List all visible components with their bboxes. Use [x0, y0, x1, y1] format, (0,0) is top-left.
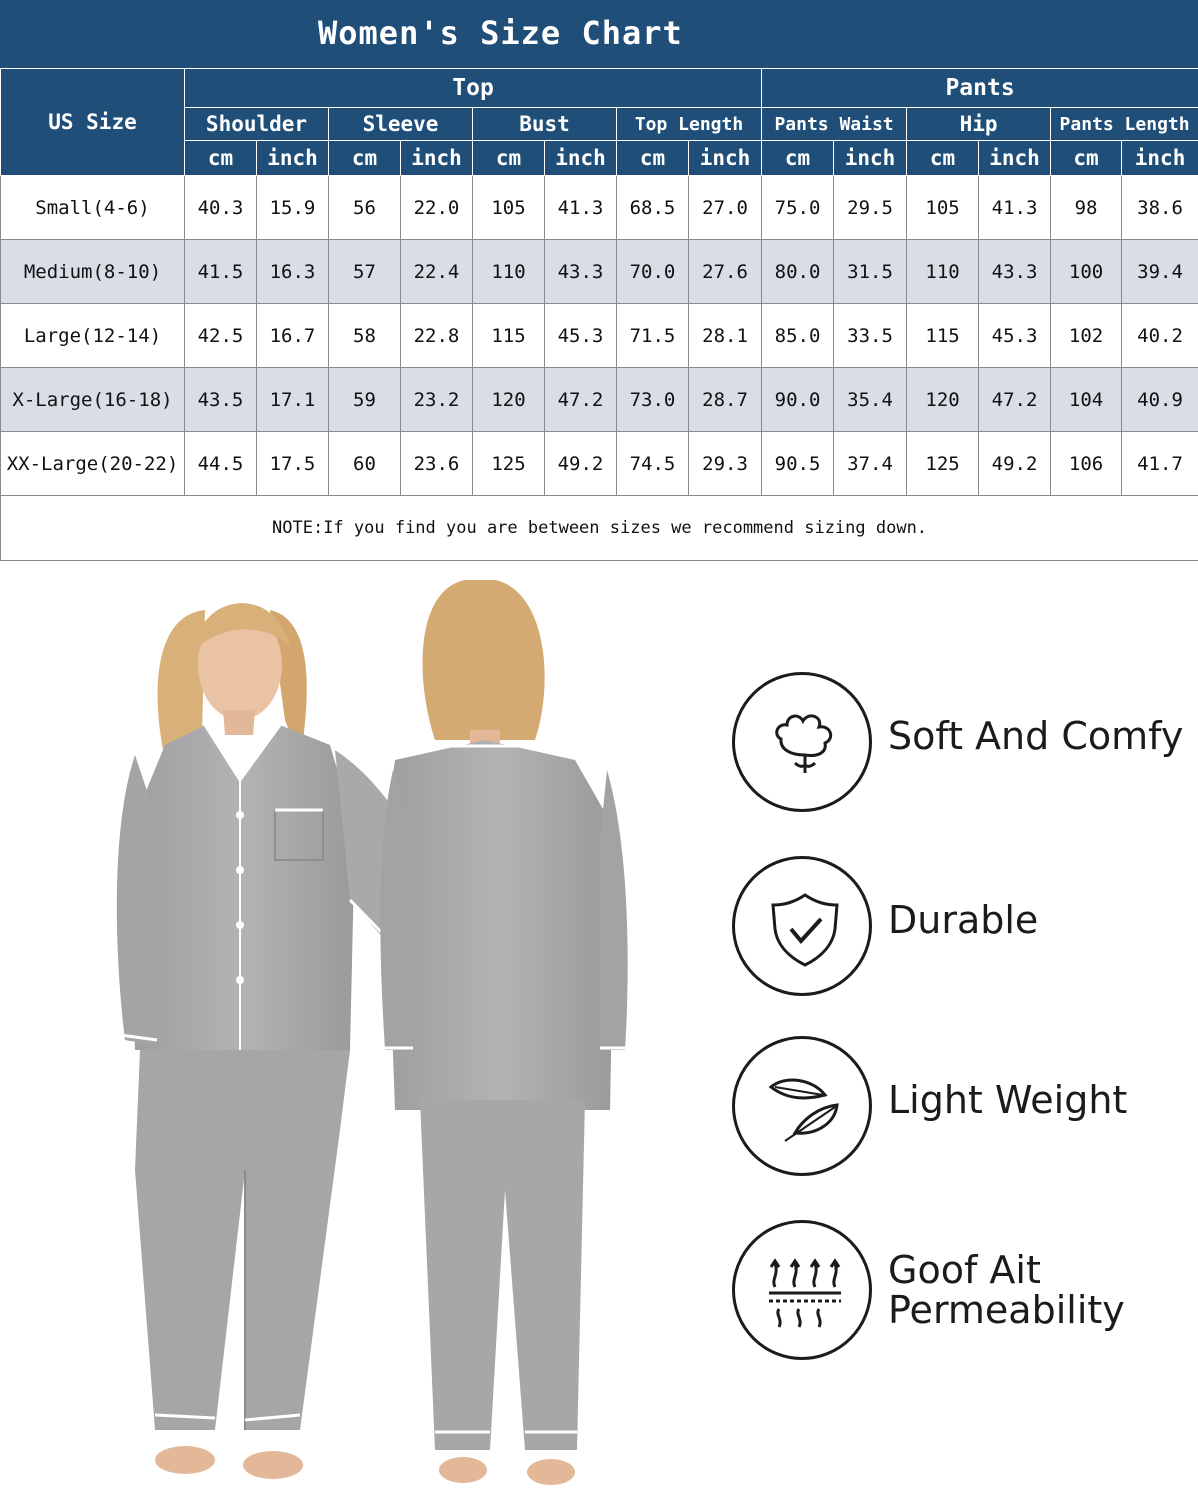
- measurement-cell: 115: [473, 304, 545, 368]
- measurement-cell: 28.7: [689, 368, 762, 432]
- measurement-cell: 17.5: [257, 432, 329, 496]
- measurement-cell: 60: [329, 432, 401, 496]
- size-label-cell: Small(4-6): [1, 176, 185, 240]
- unit-inch-header: inch: [257, 141, 329, 176]
- measurement-cell: 105: [473, 176, 545, 240]
- unit-cm-header: cm: [473, 141, 545, 176]
- measurement-cell: 90.5: [762, 432, 834, 496]
- bust-header: Bust: [473, 108, 617, 141]
- measurement-cell: 22.4: [401, 240, 473, 304]
- measurement-cell: 98: [1051, 176, 1122, 240]
- measurement-cell: 75.0: [762, 176, 834, 240]
- measurement-cell: 43.3: [979, 240, 1051, 304]
- sleeve-header: Sleeve: [329, 108, 473, 141]
- size-rows: [1, 176, 1198, 496]
- measurement-cell: 106: [1051, 432, 1122, 496]
- feature-list: [720, 660, 1198, 1380]
- measurement-cell: 47.2: [545, 368, 617, 432]
- unit-cm-header: cm: [907, 141, 979, 176]
- measurement-cell: 40.9: [1122, 368, 1198, 432]
- feature-lightweight: [720, 1036, 1198, 1186]
- measurement-cell: 71.5: [617, 304, 689, 368]
- measurement-cell: 23.6: [401, 432, 473, 496]
- table-row: [1, 432, 1198, 496]
- feature-durable: [720, 856, 1198, 1006]
- unit-inch-header: inch: [401, 141, 473, 176]
- measurement-cell: 29.5: [834, 176, 907, 240]
- measurement-cell: 45.3: [979, 304, 1051, 368]
- shoulder-header: Shoulder: [185, 108, 329, 141]
- back-model: [380, 580, 627, 1485]
- size-chart-table: [0, 68, 1198, 561]
- hip-header: Hip: [907, 108, 1051, 141]
- measurement-cell: 42.5: [185, 304, 257, 368]
- table-row: [1, 368, 1198, 432]
- size-label-cell: XX-Large(20-22): [1, 432, 185, 496]
- measurement-cell: 49.2: [545, 432, 617, 496]
- measurement-cell: 105: [907, 176, 979, 240]
- measurement-cell: 80.0: [762, 240, 834, 304]
- size-label-cell: Medium(8-10): [1, 240, 185, 304]
- measurement-cell: 58: [329, 304, 401, 368]
- measurement-cell: 27.6: [689, 240, 762, 304]
- feature-lightweight-label: Light Weight: [888, 1080, 1127, 1120]
- measurement-cell: 120: [907, 368, 979, 432]
- feather-icon: [732, 1036, 872, 1176]
- feature-soft: [720, 672, 1198, 822]
- airflow-icon: [732, 1220, 872, 1360]
- feature-permeability: [720, 1220, 1198, 1370]
- unit-inch-header: inch: [979, 141, 1051, 176]
- measurement-cell: 41.3: [979, 176, 1051, 240]
- table-row: [1, 176, 1198, 240]
- measurement-cell: 33.5: [834, 304, 907, 368]
- measurement-cell: 37.4: [834, 432, 907, 496]
- chart-title: Women's Size Chart: [318, 14, 683, 52]
- shield-check-icon: [732, 856, 872, 996]
- measurement-cell: 59: [329, 368, 401, 432]
- feature-permeability-label: [888, 1250, 1125, 1330]
- measurement-cell: 74.5: [617, 432, 689, 496]
- measurement-cell: 40.2: [1122, 304, 1198, 368]
- measurement-cell: 41.5: [185, 240, 257, 304]
- feature-soft-label: Soft And Comfy: [888, 716, 1183, 756]
- measurement-cell: 56: [329, 176, 401, 240]
- feature-permeability-line2: Permeability: [888, 1290, 1125, 1330]
- pants-waist-header: Pants Waist: [762, 108, 907, 141]
- measurement-cell: 73.0: [617, 368, 689, 432]
- top-length-header: Top Length: [617, 108, 762, 141]
- us-size-header: US Size: [1, 69, 185, 176]
- measurement-cell: 23.2: [401, 368, 473, 432]
- feature-durable-label: Durable: [888, 900, 1038, 940]
- chart-title-bar: [0, 0, 1198, 70]
- measurement-cell: 85.0: [762, 304, 834, 368]
- measurement-cell: 43.5: [185, 368, 257, 432]
- measurement-cell: 17.1: [257, 368, 329, 432]
- measurement-cell: 16.7: [257, 304, 329, 368]
- measurement-cell: 39.4: [1122, 240, 1198, 304]
- measurement-cell: 110: [473, 240, 545, 304]
- table-row: [1, 304, 1198, 368]
- measurement-cell: 115: [907, 304, 979, 368]
- unit-cm-header: cm: [1051, 141, 1122, 176]
- measurement-cell: 68.5: [617, 176, 689, 240]
- measurement-cell: 104: [1051, 368, 1122, 432]
- pants-group-header: Pants: [762, 69, 1198, 108]
- unit-inch-header: inch: [545, 141, 617, 176]
- measurement-cell: 22.8: [401, 304, 473, 368]
- unit-inch-header: inch: [834, 141, 907, 176]
- measurement-cell: 125: [907, 432, 979, 496]
- measurement-cell: 49.2: [979, 432, 1051, 496]
- measurement-cell: 45.3: [545, 304, 617, 368]
- measurement-cell: 102: [1051, 304, 1122, 368]
- measurement-cell: 100: [1051, 240, 1122, 304]
- measurement-cell: 28.1: [689, 304, 762, 368]
- measurement-cell: 27.0: [689, 176, 762, 240]
- measurement-cell: 29.3: [689, 432, 762, 496]
- measurement-cell: 15.9: [257, 176, 329, 240]
- measurement-cell: 43.3: [545, 240, 617, 304]
- measurement-cell: 31.5: [834, 240, 907, 304]
- measurement-cell: 35.4: [834, 368, 907, 432]
- table-row: [1, 240, 1198, 304]
- measurement-cell: 41.3: [545, 176, 617, 240]
- measurement-cell: 41.7: [1122, 432, 1198, 496]
- size-label-cell: Large(12-14): [1, 304, 185, 368]
- measurement-cell: 16.3: [257, 240, 329, 304]
- measurement-cell: 57: [329, 240, 401, 304]
- size-label-cell: X-Large(16-18): [1, 368, 185, 432]
- model-photo: [95, 570, 655, 1500]
- unit-cm-header: cm: [617, 141, 689, 176]
- top-group-header: Top: [185, 69, 762, 108]
- measurement-cell: 70.0: [617, 240, 689, 304]
- measurement-cell: 22.0: [401, 176, 473, 240]
- unit-cm-header: cm: [329, 141, 401, 176]
- measurement-cell: 44.5: [185, 432, 257, 496]
- unit-inch-header: inch: [1122, 141, 1198, 176]
- measurement-cell: 38.6: [1122, 176, 1198, 240]
- measurement-cell: 40.3: [185, 176, 257, 240]
- measurement-cell: 120: [473, 368, 545, 432]
- feature-permeability-line1: Goof Ait: [888, 1250, 1125, 1290]
- unit-inch-header: inch: [689, 141, 762, 176]
- measurement-cell: 110: [907, 240, 979, 304]
- cotton-icon: [732, 672, 872, 812]
- unit-cm-header: cm: [762, 141, 834, 176]
- measurement-cell: 125: [473, 432, 545, 496]
- pants-length-header: Pants Length: [1051, 108, 1198, 141]
- pajama-models-illustration: [95, 570, 655, 1500]
- measurement-cell: 90.0: [762, 368, 834, 432]
- unit-cm-header: cm: [185, 141, 257, 176]
- measurement-cell: 47.2: [979, 368, 1051, 432]
- sizing-note: NOTE:If you find you are between sizes we recommend sizing down.: [1, 496, 1198, 561]
